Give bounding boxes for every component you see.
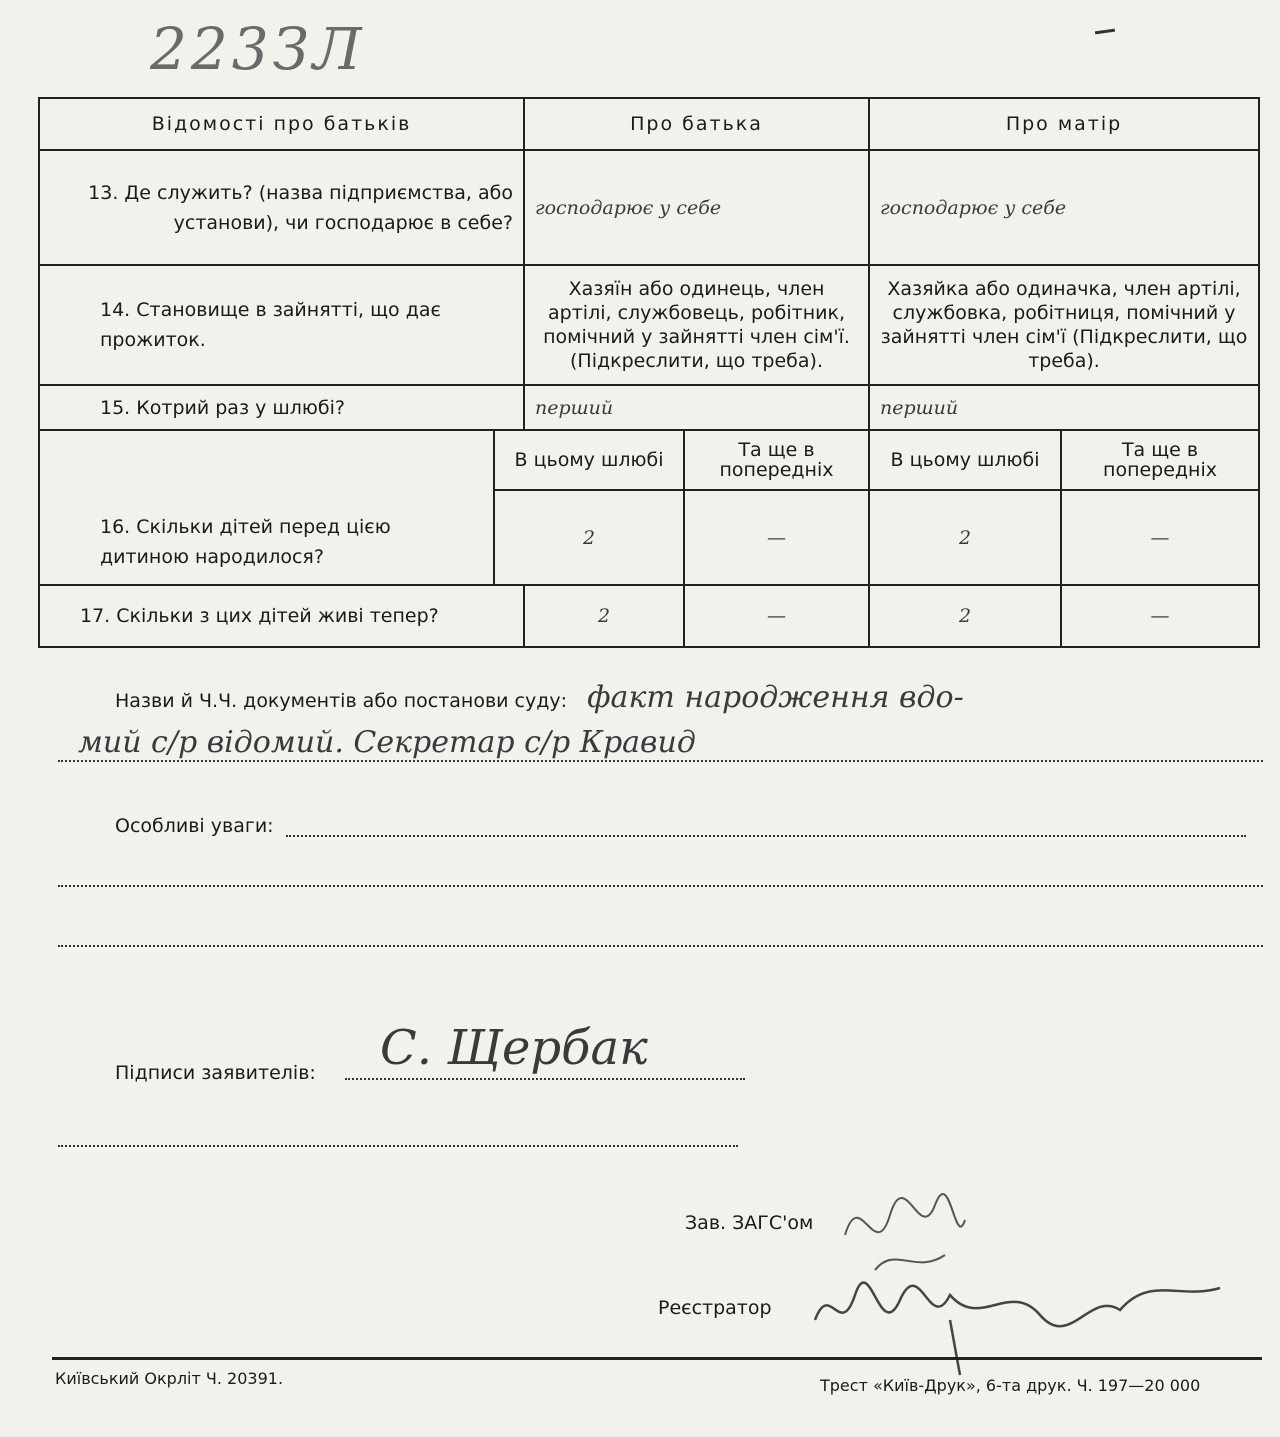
q14-mother-options: Хазяйка або одиначка, член артілі, службовка, робітниця, помічний у зайнятті член сім'ї (Підкреслити, що треба). — [869, 265, 1259, 385]
subheader-father-this: В цьому шлюбі — [494, 430, 684, 490]
q17-father-this: 2 — [524, 585, 684, 647]
remarks-line — [286, 835, 1246, 837]
q16-mother-prev: — — [1061, 490, 1259, 585]
remarks-line-3 — [58, 945, 1263, 947]
parents-info-table — [38, 97, 1260, 648]
zags-head-label: Зав. ЗАГС'ом — [685, 1212, 814, 1234]
q17-mother-this: 2 — [869, 585, 1061, 647]
subheader-mother-this: В цьому шлюбі — [869, 430, 1061, 490]
q16-father-prev: — — [684, 490, 869, 585]
q17-mother-prev: — — [1061, 585, 1259, 647]
q14-label: 14. Становище в зайнятті, що дає прожиток. — [39, 265, 524, 385]
subheader-father-prev: Та ще в попередніх — [684, 430, 869, 490]
q15-mother-answer: перший — [869, 385, 1259, 430]
q16-father-this: 2 — [494, 490, 684, 585]
registrar-signature — [810, 1260, 1230, 1380]
row-subheaders — [39, 430, 1259, 490]
remarks-row — [115, 815, 1246, 837]
table-header-row — [39, 98, 1259, 150]
pencil-tick-mark — [1095, 29, 1115, 35]
applicants-signature: С. Щербак — [380, 1020, 648, 1076]
documents-value-line2: мий с/р відомий. Секретар с/р Кравид — [78, 725, 696, 760]
q15-label: 15. Котрий раз у шлюбі? — [39, 385, 524, 430]
documents-value-line1: факт народження вдо- — [587, 680, 964, 715]
q17-label: 17. Скільки з цих дітей живі тепер? — [39, 585, 524, 647]
row-q17 — [39, 585, 1259, 647]
applicants-signature-label: Підписи заявителів: — [115, 1062, 316, 1084]
row-q13 — [39, 150, 1259, 265]
q16-mother-this: 2 — [869, 490, 1061, 585]
q13-father-answer: господарює у себе — [524, 150, 869, 265]
header-parents: Відомості про батьків — [39, 98, 524, 150]
subheader-mother-prev: Та ще в попередніх — [1061, 430, 1259, 490]
archive-number: 223ЗЛ — [150, 15, 366, 83]
row-q15 — [39, 385, 1259, 430]
header-mother: Про матір — [869, 98, 1259, 150]
applicants-signature-line-2 — [58, 1145, 738, 1147]
q13-mother-answer: господарює у себе — [869, 150, 1259, 265]
footer-right-imprint: Трест «Київ-Друк», 6-та друк. Ч. 197—20 000 — [820, 1376, 1201, 1395]
remarks-label: Особливі уваги: — [115, 815, 274, 837]
documents-label: Назви й Ч.Ч. документів або постанови суду: — [115, 690, 568, 712]
remarks-line-2 — [58, 885, 1263, 887]
row-q14 — [39, 265, 1259, 385]
registrar-label: Реєстратор — [658, 1297, 772, 1319]
q13-label: 13. Де служить? (назва підприємства, або установи), чи господарює в себе? — [39, 150, 524, 265]
documents-line2 — [58, 725, 1263, 762]
documents-row — [115, 680, 964, 715]
q16-label: 16. Скільки дітей перед цією дитиною народилося? — [39, 430, 494, 585]
footer-rule — [52, 1357, 1262, 1360]
q15-father-answer: перший — [524, 385, 869, 430]
header-father: Про батька — [524, 98, 869, 150]
applicants-signature-line — [345, 1078, 745, 1080]
q14-father-options: Хазяїн або одинець, член артілі, службовець, робітник, помічний у зайнятті член сім'ї. (Підкреслити, що треба). — [524, 265, 869, 385]
footer-left-imprint: Київський Окрліт Ч. 20391. — [55, 1369, 284, 1388]
q17-father-prev: — — [684, 585, 869, 647]
